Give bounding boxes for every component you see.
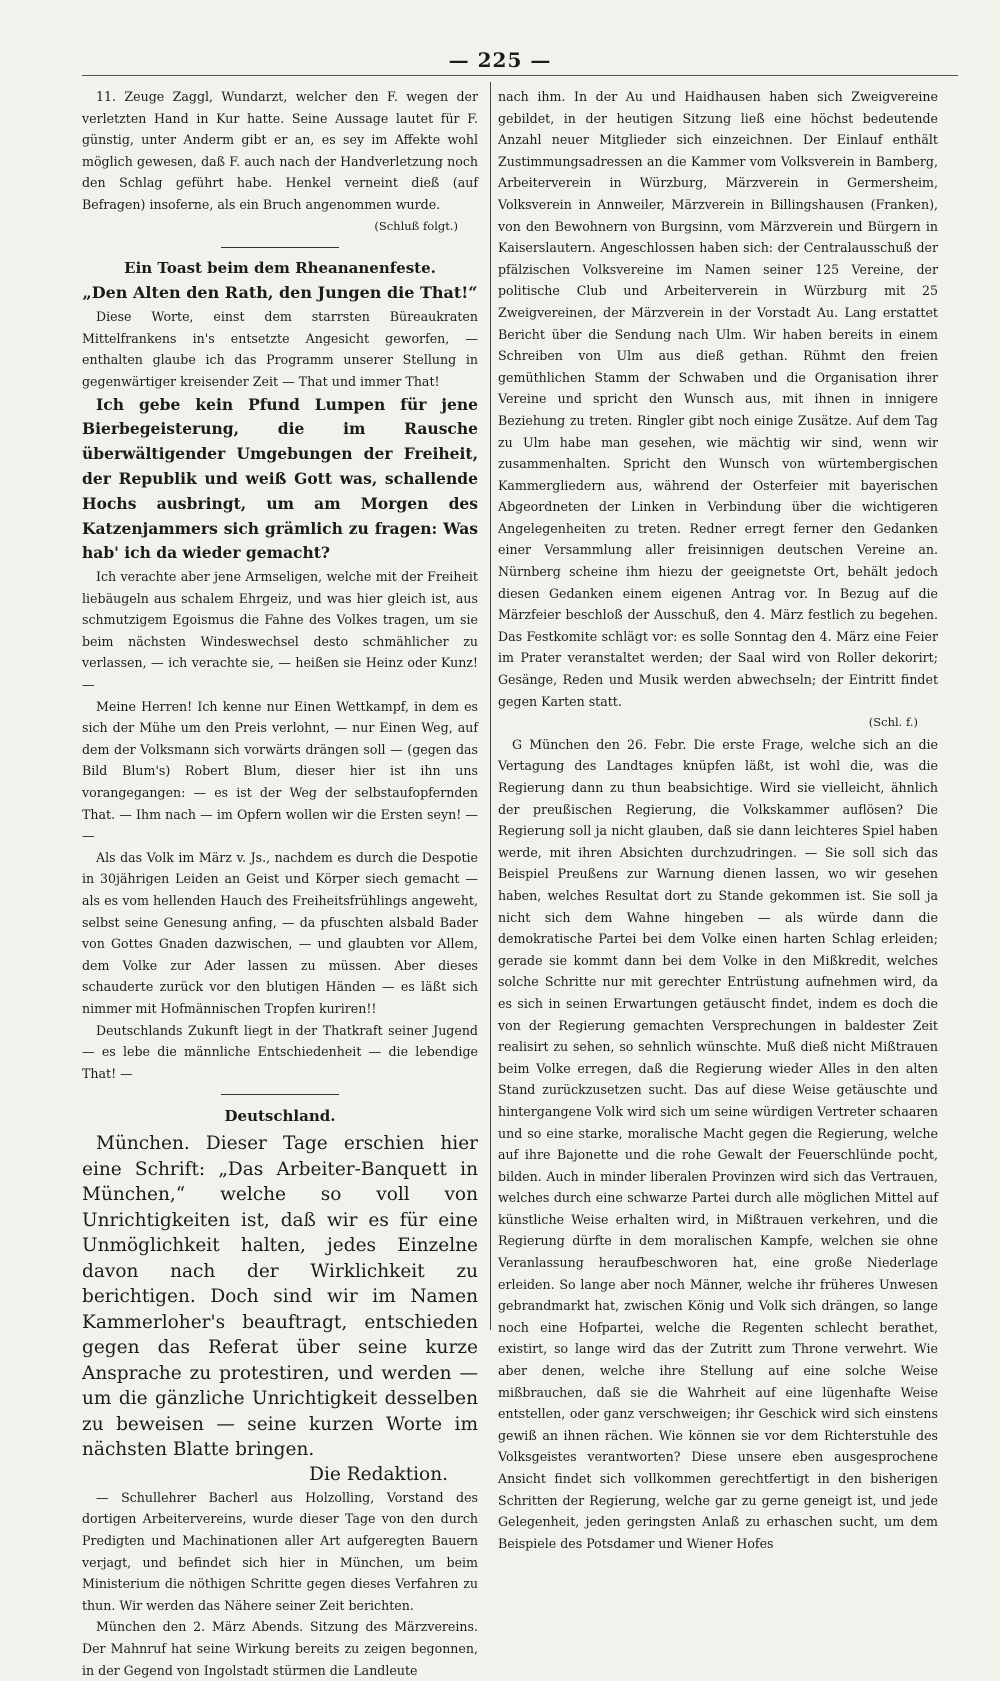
notice-signature: Die Redaktion. <box>309 1463 448 1485</box>
section-heading: Deutschland. <box>224 1107 336 1126</box>
news-paragraph: — Schullehrer Bacherl aus Holzolling, Vorstand des dortigen Arbeitervereins, wurde dieser Tage von den durch Predigten und Machinationen aller Art aufgeregten Bauern verjagt, und befindet sich hier in München, um beim Ministerium die nöthigen Schritte gegen dieses Verfahren zu thun. Wir werden das Nähere seiner Zeit berichten. <box>82 1489 478 1613</box>
news-paragraph: München den 2. März Abends. Sitzung des Märzvereins. Der Mahnruf hat seine Wirkung bereits zu zeigen begonnen, in der Gegend von Ingolstadt stürmen die Landleute <box>82 1619 478 1678</box>
news-paragraph: nach ihm. In der Au und Haidhausen haben sich Zweigvereine gebildet, in der heutigen Sitzung ließ eine höchst bedeutende Anzahl neuer Mitglieder sich einzeichnen. Der Einlauf enthält Zustimmungsadressen an die Kammer vom Volksverein in Bamberg, Arbeiterverein in Würzburg, Märzverein in Germersheim, Volksverein in Annweiler, Märzverein in Billingshausen (Franken), von den Bewohnern von Burgsinn, vom Märzverein und Bürgern in Kaiserslautern. Angeschlossen haben sich: der Centralausschuß der pfälzischen Volksvereine im Namen seiner 125 Vereine, der politische Club und Arbeiterverein in Würzburg mit 25 Zweigvereinen, der Märzverein in der Vorstadt Au. Lang erstattet Bericht über die Sendung nach Ulm. Wir haben bereits in einem Schreiben von Ulm aus dieß gethan. Rühmt den freien gemüthlichen Stamm der Schwaben und die Organisation ihrer Vereine und spricht den Wunsch aus, mit ihnen in innigere Beziehung zu treten. Ringler gibt noch einige Zusätze. Auf dem Tag zu Ulm habe man gesehen, wie mächtig wir sind, wenn wir zusammenhalten. Spricht den Wunsch von würtembergischen Kammergliedern aus, während der Osterfeier mit bayerischen Abgeordneten der Linken in Verbindung über die wichtigeren Angelegenheiten zu treten. Redner erregt ferner den Gedanken einer Versammlung aller freisinnigen deutschen Vereine an. Nürnberg scheine ihm hiezu der geeignetste Ort, behält jedoch diesen Gedanken einem eigenen Antrag vor. In Bezug auf die Märzfeier beschloß der Ausschuß, den 4. März festlich zu begehen. Das Festkomite schlägt vor: es solle Sonntag den 4. März eine Feier im Prater veranstaltet werden; der Saal wird von Roller dekorirt; Gesänge, Reden und Musik werden abwechseln; der Eintritt findet gegen Karten statt. <box>498 89 938 709</box>
left-column <box>82 86 478 1681</box>
toast-title: Ein Toast beim dem Rheananenfeste. <box>124 259 436 278</box>
header-rule <box>82 75 958 76</box>
continued-note: (Schl. f.) <box>868 715 918 730</box>
toast-paragraph: Diese Worte, einst dem starrsten Büreaukraten Mittelfrankens in's entsetzte Angesicht geworfen, — enthalten glaube ich das Programm unserer Stellung in gegenwärtiger kreisender Zeit — That und immer That! <box>82 309 478 389</box>
toast-paragraph: Meine Herren! Ich kenne nur Einen Wettkampf, in dem es sich der Mühe um den Preis verlohnt, — nur Einen Weg, auf dem der Volksmann sich vorwärts drängen soll — (gegen das Bild Blum's) Robert Blum, dieser hier ist ihn uns vorangegangen: — es ist der Weg der selbstaufopfernden That. — Ihm nach — im Opfern wollen wir die Ersten seyn! — — <box>82 698 478 844</box>
column-divider <box>490 82 491 1330</box>
toast-paragraph: Deutschlands Zukunft liegt in der Thatkraft seiner Jugend — es lebe die männliche Entschiedenheit — die lebendige That! — <box>82 1022 478 1081</box>
page-number: — 225 — <box>448 48 552 72</box>
article-separator <box>221 1094 340 1095</box>
news-paragraph: G München den 26. Febr. Die erste Frage, welche sich an die Vertagung des Landtages knüpfen läßt, ist wohl die, was die Regierung dann zu thun beabsichtige. Wird sie vielleicht, ähnlich der preußischen Regierung, die Volkskammer auflösen? Die Regierung soll ja nicht glauben, daß sie dann leichteres Spiel haben werde, mit ihren Absichten durchzudringen. — Sie soll sich das Beispiel Preußens zur Warnung dienen lassen, wo wir gesehen haben, welches Resultat dort zu Stande gekommen ist. Sie soll ja nicht sich dem Wahne hingeben — als würde dann die demokratische Partei bei dem Volke einen harten Schlag erleiden; gerade sie kommt dann bei dem Volke in den Mißkredit, welches solche Schritte nur mit gerechter Entrüstung aufnehmen wird, da es sich in seinen Erwartungen getäuscht findet, indem es doch die von der Regierung gemachten Versprechungen in baldester Zeit realisirt zu sehen, so sehnlich wünschte. Muß dieß nicht Mißtrauen beim Volke erregen, daß die Regierung wieder Alles in den alten Stand zurückzusetzen sucht. Das auf diese Weise getäuschte und hintergangene Volk wird sich um seine würdigen Vertreter schaaren und so eine starke, moralische Macht gegen die Regierung, welche auf ihre Bajonette und die rohe Gewalt der Feuerschlünde pocht, bilden. Auch in minder liberalen Provinzen wird sich das Vertrauen, welches durch eine schwarze Partei durch alle möglichen Mittel auf künstliche Weise erhalten wird, in Mißtrauen verkehren, und die Regierung dürfte in dem moralischen Kampfe, welchen sie ohne Veranlassung heraufbeschworen hat, eine große Niederlage erleiden. So lange aber noch Männer, welche ihr früheres Unwesen gebrandmarkt hat, zwischen König und Volk sich drängen, so lange noch eine Hofpartei, welche die Regenten schlecht berathet, existirt, so lange wird das der Zutritt zum Throne verwehrt. Wie aber denen, welche ihre Stellung auf eine solche Weise mißbrauchen, daß sie die Wahrheit auf eine lügenhafte Weise entstellen, oder ganz verschweigen; ihr Geschick wird sich einstens gewiß an ihnen rächen. Wie können sie vor dem Richterstuhle des Volksgeistes verantworten? Diese unsere eben ausgesprochene Ansicht findet sich vollkommen gerechtfertigt in den bisherigen Schritten der Regierung, welche gar zu gerne geneigt ist, und jede Gelegenheit, jeden geringsten Anlaß zu erhaschen sucht, um dem Beispiele des Potsdamer und Wiener Hofes <box>498 736 938 1551</box>
toast-paragraph: Ich gebe kein Pfund Lumpen für jene Bierbegeisterung, die im Rausche überwältigender Umgebungen der Freiheit, der Republik und weiß Gott was, schallende Hochs ausbringt, um am Morgen des Katzenjammers sich grämlich zu fragen: Was hab' ich da wieder gemacht? <box>82 394 478 563</box>
redaktion-notice: München. Dieser Tage erschien hier eine Schrift: „Das Arbeiter-Banquett in München,“ welche so voll von Unrichtigkeiten ist, daß wir es für eine Unmöglichkeit halten, jedes Einzelne davon nach der Wirklichkeit zu berichtigen. Doch sind wir im Namen Kammerloher's beauftragt, entschieden gegen das Referat über seine kurze Ansprache zu protestiren, und werden — um die gänzliche Unrichtigkeit desselben zu beweisen — seine kurzen Worte im nächsten Blatte bringen. <box>82 1133 478 1461</box>
right-column <box>498 86 938 1554</box>
toast-paragraph: Als das Volk im März v. Js., nachdem es durch die Despotie in 30jährigen Leiden an Geist und Körper siech gemacht — als es vom hellenden Hauch des Freiheitsfrühlings angeweht, selbst seine Genesung anfing, — da pfuschten alsbald Bader von Gottes Gnaden dazwischen, — und glaubten vor Allem, dem Volke zur Ader lassen zu müssen. Aber dieses schauderte zurück vor den blutigen Händen — es läßt sich nimmer mit Hofmännischen Tropfen kuriren!! <box>82 849 478 1016</box>
toast-paragraph: Ich verachte aber jene Armseligen, welche mit der Freiheit liebäugeln aus schalem Ehrgeiz, und was hier gleich ist, aus schmutzigem Egoismus die Fahne des Volkes tragen, um sie beim nächsten Windeswechsel desto schmählicher zu verlassen, — ich verachte sie, — heißen sie Heinz oder Kunz! — <box>82 569 478 693</box>
article-separator <box>221 247 340 248</box>
continued-note: (Schluß folgt.) <box>374 218 458 233</box>
toast-motto: „Den Alten den Rath, den Jungen die That!“ <box>82 283 478 303</box>
witness-paragraph: 11. Zeuge Zaggl, Wundarzt, welcher den F. wegen der verletzten Hand in Kur hatte. Seine Aussage lautet für F. günstig, unter Anderm gibt er an, es sey im Affekte wohl möglich gewesen, daß F. auch nach der Handverletzung noch den Schlag geführt habe. Henkel verneint dieß (auf Befragen) insoferne, als ein Bruch angenommen wurde. <box>82 89 478 212</box>
